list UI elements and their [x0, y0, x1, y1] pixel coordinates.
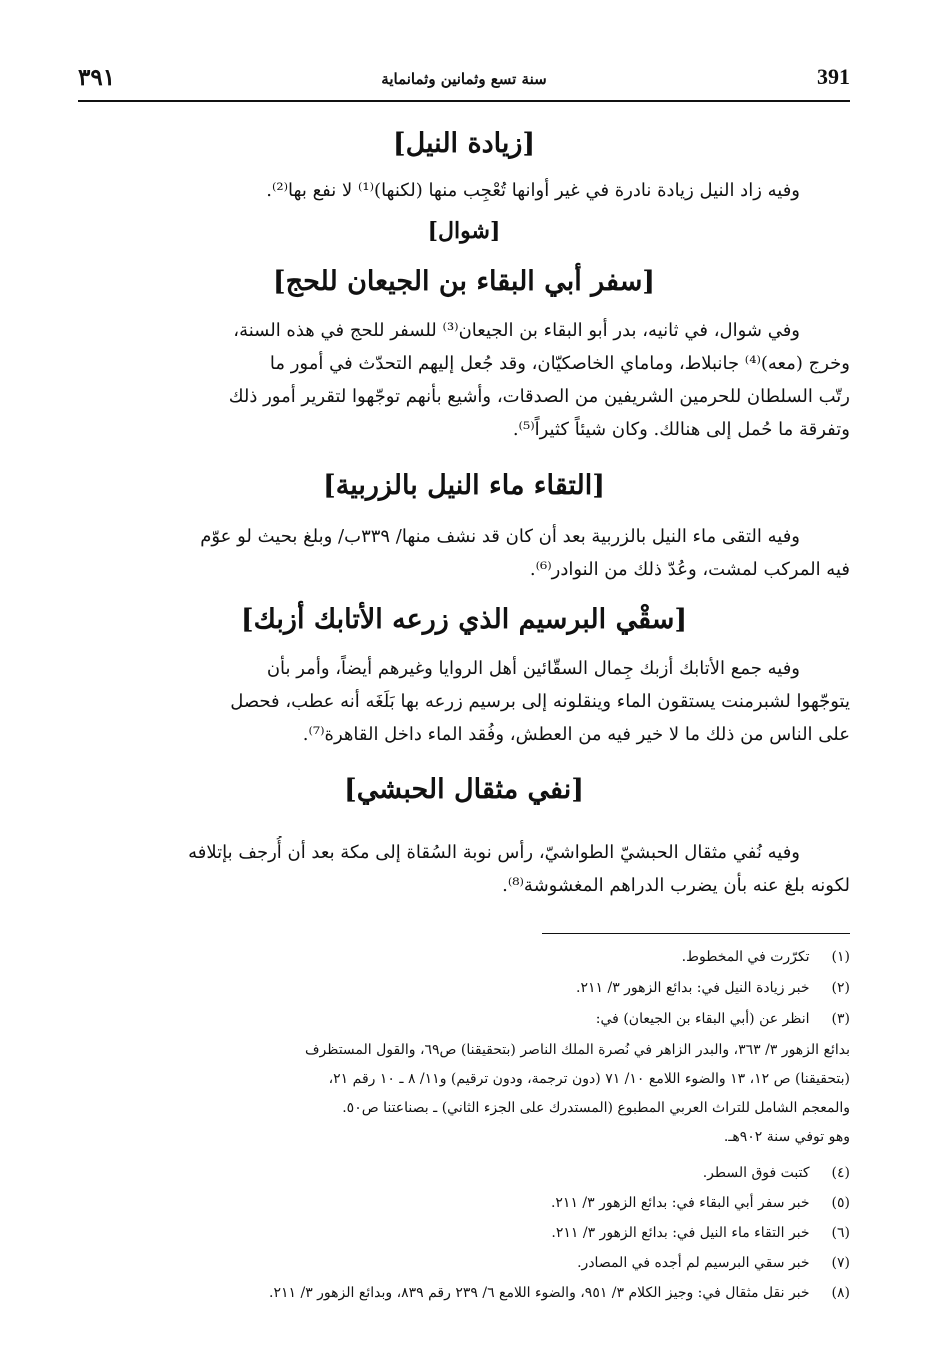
text-line: وفيه التقى ماء النيل بالزربية بعد أن كان قد نشف منها/ ٣٣٩ب/ وبلغ بحيث لو عوّم	[200, 526, 800, 547]
footnote-2	[78, 977, 850, 1000]
footnote-line: بدائع الزهور ٣/ ٣٦٣، والبدر الزاهر في نُصرة الملك الناصر (بتحقيقنا) ص٦٩، والقول المستظرف	[304, 1042, 850, 1058]
paragraph-nile-meeting	[78, 520, 850, 586]
header-rule	[78, 100, 850, 102]
section-heading-nile-rise: [زيادة النيل]	[392, 128, 536, 159]
footnote-3-continuation	[78, 1036, 850, 1152]
footnote-number: (٧)	[831, 1255, 850, 1271]
month-heading-shawwal: [شوال]	[427, 218, 501, 244]
footnote-number: (٤)	[831, 1165, 850, 1181]
footnote-number: (٣)	[831, 1011, 850, 1027]
text-line: وتفرقة ما حُمل إلى هنالك. وكان شيئاً كثيراً⁽⁵⁾.	[512, 419, 850, 440]
section-heading-hajj-travel: [سفر أبي البقاء بن الجيعان للحج]	[272, 266, 656, 297]
paragraph-hajj-travel	[78, 314, 850, 446]
footnote-1	[78, 946, 850, 969]
paragraph-clover-watering	[78, 652, 850, 751]
text-line: رتّب السلطان للحرمين الشريفين من الصدقات، وأشيع بأنهم توجّهوا لتقرير أمور ذلك	[228, 386, 850, 407]
footnote-5	[78, 1192, 850, 1215]
footnote-4	[78, 1162, 850, 1185]
footnote-number: (١)	[831, 949, 850, 965]
paragraph-nile-rise	[78, 174, 850, 207]
footnote-separator	[542, 933, 850, 934]
footnote-line: والمعجم الشامل للتراث العربي المطبوع (المستدرك على الجزء الثاني) ـ بصناعتنا ص٥٠.	[342, 1100, 850, 1116]
footnote-number: (٦)	[831, 1225, 850, 1241]
footnote-text: خبر التقاء ماء النيل في: بدائع الزهور ٣/ ٢١١.	[551, 1225, 810, 1241]
page-number-latin: 391	[817, 64, 850, 89]
text-line: وفيه زاد النيل زيادة نادرة في غير أوانها تُعْجِب منها (لكنها)⁽¹⁾ لا نفع بها⁽²⁾.	[266, 180, 800, 201]
page-number-arabic: ٣٩١	[78, 64, 116, 91]
text-line: وفيه نُفي مثقال الحبشيّ الطواشيّ، رأس نوبة السُقاة إلى مكة بعد أن أُرجف بإتلافه	[188, 842, 800, 863]
footnote-text: خبر زيادة النيل في: بدائع الزهور ٣/ ٢١١.	[576, 980, 810, 996]
footnote-text: انظر عن (أبي البقاء بن الجيعان) في:	[595, 1011, 810, 1027]
footnote-text: خبر نقل مثقال في: وجيز الكلام ٣/ ٩٥١، والضوء اللامع ٦/ ٢٣٩ رقم ٨٣٩، وبدائع الزهور ٣/ ٢١١.	[269, 1285, 810, 1301]
footnote-line: وهو توفي سنة ٩٠٢هـ.	[723, 1129, 850, 1145]
paragraph-mithqal-exile	[78, 836, 850, 902]
text-line: وخرج (معه)⁽⁴⁾ جانبلاط، وماماي الخاصكيّان، وقد جُعل إليهم التحدّث في أمور ما	[269, 353, 850, 374]
text-line: فيه المركب لمشت، وعُدّ ذلك من النوادر⁽⁶⁾.	[529, 559, 850, 580]
footnote-text: تكرّرت في المخطوط.	[681, 949, 810, 965]
text-line: وفيه جمع الأتابك أزبك جِمال السقّائين أهل الروايا وغيرهم أيضاً، وأمر بأن	[266, 658, 800, 679]
section-heading-clover-watering: [سقْي البرسيم الذي زرعه الأتابك أزبك]	[240, 604, 688, 635]
footnote-text: كتبت فوق السطر.	[702, 1165, 810, 1181]
section-heading-nile-meeting: [التقاء ماء النيل بالزربية]	[322, 470, 606, 501]
page-header	[78, 58, 850, 98]
running-title: سنة تسع وثمانين وثمانماية	[381, 70, 547, 88]
footnote-line: (بتحقيقنا) ص ١٢، ١٣ والضوء اللامع ١٠/ ٧١ (دون ترجمة، ودون ترقيم) و١١/ ٨ ـ ١٠ رقم ٢١،	[328, 1071, 850, 1087]
footnote-6	[78, 1222, 850, 1245]
footnote-number: (٥)	[831, 1195, 850, 1211]
footnote-3	[78, 1008, 850, 1031]
footnote-7	[78, 1252, 850, 1275]
footnote-number: (٨)	[831, 1285, 850, 1301]
book-page	[78, 58, 850, 1338]
footnote-number: (٢)	[831, 980, 850, 996]
text-line: على الناس من ذلك ما لا خير فيه من العطش، وفُقد الماء داخل القاهرة⁽⁷⁾.	[302, 724, 850, 745]
footnote-8	[78, 1282, 850, 1305]
footnote-text: خبر سفر أبي البقاء في: بدائع الزهور ٣/ ٢١١.	[550, 1195, 810, 1211]
footnote-text: خبر سقي البرسيم لم أجده في المصادر.	[577, 1255, 810, 1271]
text-line: وفي شوال، في ثانيه، بدر أبو البقاء بن الجيعان⁽³⁾ للسفر للحج في هذه السنة،	[233, 320, 800, 341]
text-line: لكونه بلغ عنه بأن يضرب الدراهم المغشوشة⁽⁸⁾.	[502, 875, 850, 896]
section-heading-mithqal-exile: [نفي مثقال الحبشي]	[343, 774, 585, 805]
text-line: يتوجّهوا لشبرمنت يستقون الماء وينقلونه إلى برسيم زرعه بها بَلَغَه أنه عطب، فحصل	[230, 691, 850, 712]
